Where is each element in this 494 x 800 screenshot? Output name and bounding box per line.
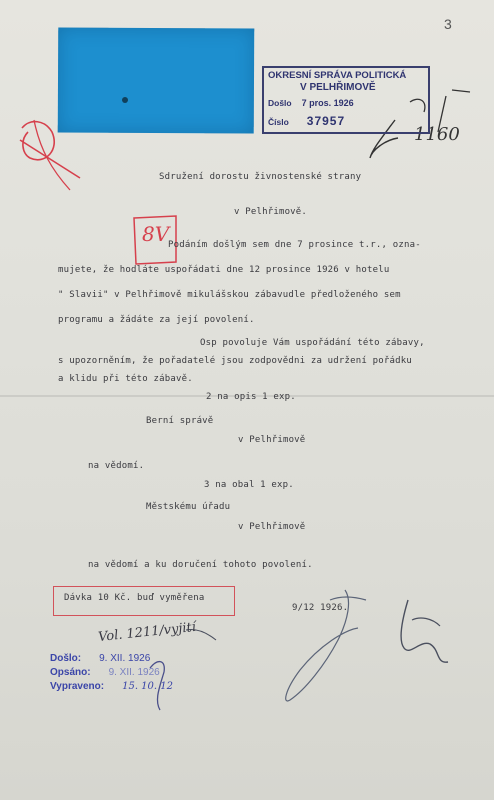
addressee-line-1: Sdružení dorostu živnostenské strany bbox=[159, 172, 362, 182]
processing-received: Došlo: 9. XII. 1926 bbox=[50, 653, 151, 664]
handwritten-note: Vol. 1211/vyjití bbox=[97, 619, 197, 646]
fee-text: Dávka 10 Kč. buď vyměřena bbox=[64, 593, 205, 603]
fee-box bbox=[53, 586, 235, 616]
stamp-received: Došlo 7 pros. 1926 bbox=[268, 98, 354, 108]
processing-sent: Vypraveno: 15. 10. 12 bbox=[50, 681, 173, 692]
office-processing-stamp bbox=[50, 652, 173, 694]
stamp-number-value: 37957 bbox=[306, 114, 346, 128]
copy-2-recipient: Městskému úřadu bbox=[146, 502, 231, 512]
copy-1-note: na vědomí. bbox=[88, 461, 145, 471]
paragraph-1-line-1: Podáním došlým sem dne 7 prosince t.r., ozna- bbox=[168, 240, 421, 250]
stamp-received-date: 7 pros. 1926 bbox=[301, 98, 354, 108]
page-number: 3 bbox=[444, 16, 452, 32]
stamp-office-town: V PELHŘIMOVĚ bbox=[300, 82, 376, 93]
addressee-line-2: v Pelhřimově. bbox=[234, 207, 308, 217]
processing-sent-value: 15. 10. 12 bbox=[122, 681, 173, 692]
copy-1-recipient: Berní správě bbox=[146, 416, 214, 426]
stamp-number: Číslo 37957 bbox=[268, 114, 346, 128]
copy-1-recipient-town: v Pelhřimově bbox=[238, 435, 306, 445]
office-received-stamp bbox=[262, 66, 430, 134]
paragraph-1-line-4: programu a žádáte za její povolení. bbox=[58, 315, 255, 325]
copy-1-header: 2 na opis 1 exp. bbox=[206, 392, 296, 402]
processing-copied: Opsáno: 9. XII. 1926 bbox=[50, 667, 160, 678]
processing-received-value: 9. XII. 1926 bbox=[99, 653, 151, 664]
paragraph-1-line-2: mujete, že hodláte uspořádati dne 12 prosince 1926 v hotelu bbox=[58, 265, 390, 275]
handwritten-red-number: 8V bbox=[142, 222, 170, 246]
letter-date: 9/12 1926. bbox=[292, 603, 349, 613]
copy-2-recipient-town: v Pelhřimově bbox=[238, 522, 306, 532]
paragraph-1-line-3: " Slavii" v Pelhřimově mikulášskou zábavudle předloženého sem bbox=[58, 290, 401, 300]
paragraph-2-line-2: s upozorněním, že pořadatelé jsou zodpovědni za udržení pořádku bbox=[58, 356, 412, 366]
paragraph-2-line-1: Osp povoluje Vám uspořádání této zábavy, bbox=[200, 338, 425, 348]
copy-2-header: 3 na obal 1 exp. bbox=[204, 480, 294, 490]
handwritten-reference: 1160 bbox=[414, 124, 460, 145]
processing-copied-value: 9. XII. 1926 bbox=[108, 667, 160, 678]
stamp-office-name: OKRESNÍ SPRÁVA POLITICKÁ bbox=[268, 70, 407, 81]
paragraph-2-line-3: a klidu při této zábavě. bbox=[58, 374, 193, 384]
copy-2-note: na vědomí a ku doručení tohoto povolení. bbox=[88, 560, 313, 570]
